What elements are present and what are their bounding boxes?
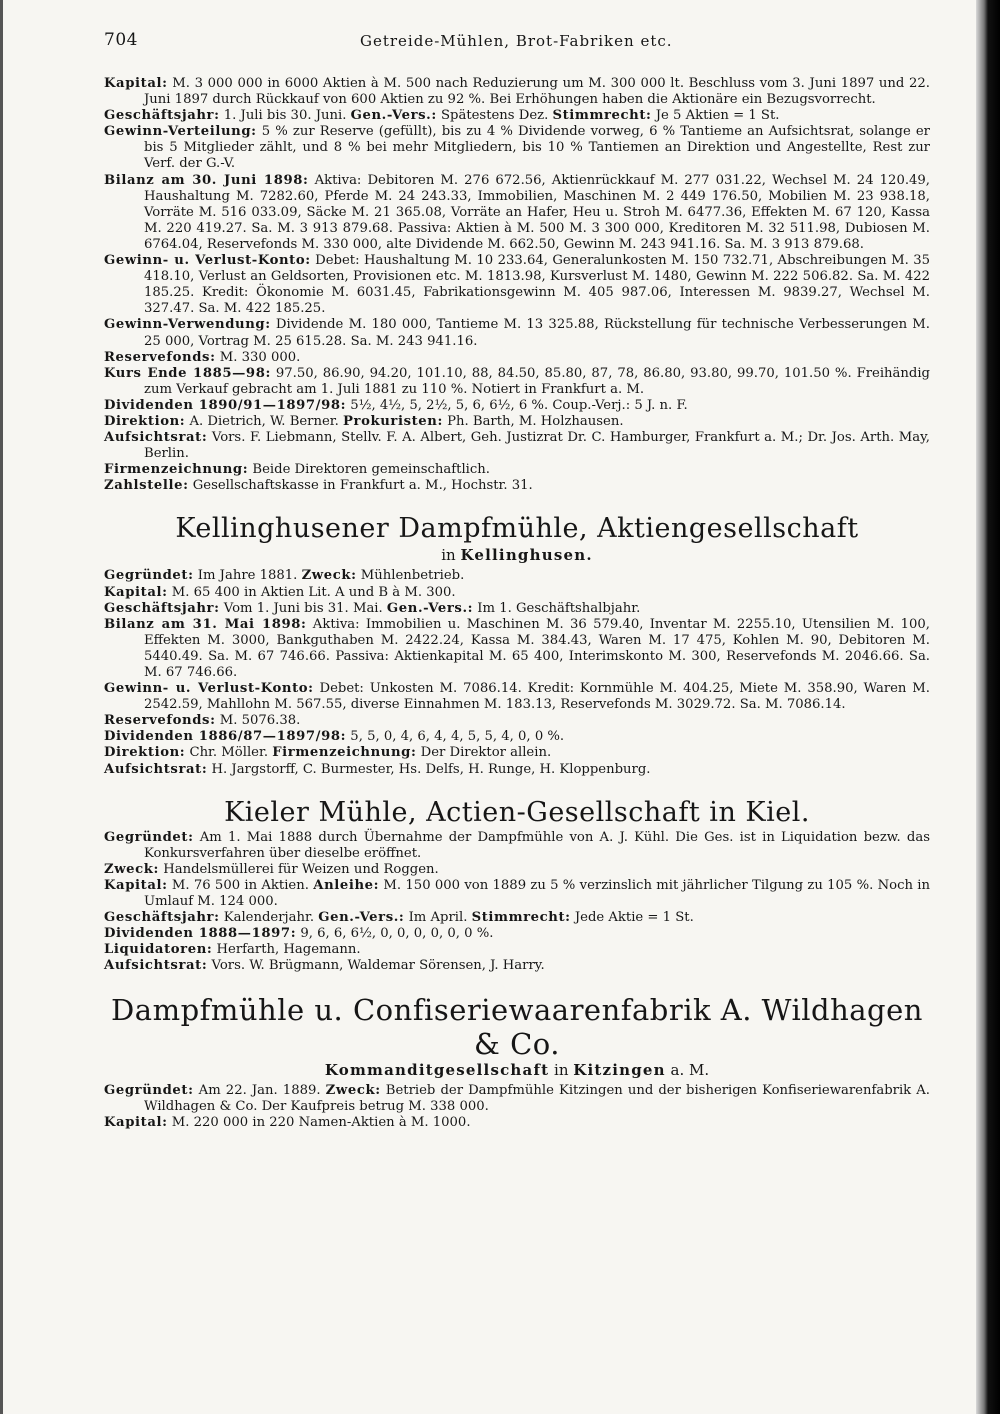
- field-label: Direktion:: [104, 413, 186, 429]
- field-text: M. 5076.38.: [215, 713, 301, 729]
- field-label: Aufsichtsrat:: [104, 761, 208, 777]
- field-text: H. Jargstorff, C. Burmester, Hs. Delfs, H. Runge, H. Kloppenburg.: [207, 761, 651, 777]
- field-text: Vom 1. Juni bis 31. Mai.: [219, 600, 387, 616]
- scan-binding-edge: [976, 0, 1000, 1414]
- entry-field: [104, 568, 930, 584]
- field-text: Aktiva: Debitoren M. 276 672.56, Aktienrückkauf M. 277 031.22, Wechsel M. 24 120.49, Haushaltung M. 7282.60, Pferde M. 24 243.33, Immobilien, Maschinen M. 2 449 176.50, Mobilien M. 23 938.18, Vorräte M. 516 033.09, Säcke M. 21 365.08, Vorräte an Hafer, Heu u. Stroh M. 6477.36, Effekten M. 67 120, Kassa M. 220 419.27. Sa. M. 3 913 879.68. Passiva: Aktien à M. 500 M. 3 300 000, Kreditoren M. 32 511.98, Dubiosen M. 6764.04, Reservefonds M. 330 000, alte Dividende M. 662.50, Gewinn M. 243 941.16. Sa. M. 3 913 879.68.: [144, 172, 930, 252]
- entries-container: [104, 76, 930, 1131]
- field-text: Handelsmüllerei für Weizen und Roggen.: [159, 861, 439, 877]
- company-location: [104, 546, 930, 564]
- entry-field: [104, 1083, 930, 1115]
- field-text: Betrieb der Dampfmühle Kitzingen und der bisherigen Konfiseriewarenfabrik A. Wildhagen & Co. Der Kaufpreis betrug M. 338 000.: [144, 1082, 930, 1114]
- running-head-title: Getreide-Mühlen, Brot-Fabriken etc.: [360, 32, 673, 50]
- field-label: Stimmrecht:: [552, 108, 652, 124]
- location-sub-bold: Kellinghusen.: [460, 546, 593, 565]
- field-label: Kapital:: [104, 76, 168, 91]
- location-sub-suffix: a. M.: [665, 1060, 710, 1079]
- field-label: Stimmrecht:: [471, 910, 571, 926]
- field-label: Bilanz am 31. Mai 1898:: [104, 616, 307, 632]
- field-label: Zweck:: [104, 861, 160, 877]
- page-number: 704: [104, 30, 138, 50]
- field-label: Aufsichtsrat:: [104, 958, 208, 974]
- field-text: Ph. Barth, M. Holzhausen.: [442, 413, 624, 429]
- location-sub-bold: Kommanditgesellschaft: [324, 1060, 550, 1079]
- entry-field: [104, 398, 930, 414]
- company-title: Kellinghusener Dampfmühle, Aktiengesellschaft: [175, 513, 859, 545]
- company-location: [104, 1061, 930, 1079]
- field-text: Am 22. Jan. 1889.: [193, 1082, 326, 1098]
- company-title: Kieler Mühle, Actien-Gesellschaft in Kiel.: [224, 796, 810, 828]
- entry-field: [104, 910, 930, 926]
- field-text: Kalenderjahr.: [219, 910, 319, 926]
- entry-field: [104, 958, 930, 974]
- field-text: Beide Direktoren gemeinschaftlich.: [248, 462, 490, 478]
- field-label: Anleihe:: [313, 877, 380, 893]
- field-text: A. Dietrich, W. Berner.: [185, 413, 344, 429]
- field-label: Gewinn- u. Verlust-Konto:: [104, 681, 314, 697]
- field-label: Geschäftsjahr:: [104, 910, 220, 926]
- entry-field: [104, 173, 930, 253]
- field-text: Im April.: [404, 910, 472, 926]
- field-label: Firmenzeichnung:: [104, 462, 249, 478]
- field-label: Gen.-Vers.:: [386, 600, 474, 616]
- field-text: 9, 6, 6, 6½, 0, 0, 0, 0, 0, 0 %.: [296, 926, 494, 942]
- location-sub-prefix: in: [441, 546, 461, 565]
- field-label: Kapital:: [104, 584, 168, 600]
- field-text: Aktiva: Immobilien u. Maschinen M. 36 579.40, Inventar M. 2255.10, Utensilien M. 100, Effekten M. 3000, Bankguthaben M. 2422.24, Kassa M. 384.43, Waren M. 17 475, Kohlen M. 90, Debitoren M. 5440.49. Sa. M. 67 746.66. Passiva: Aktienkapital M. 65 400, Interimskonto M. 300, Reservefonds M. 2046.66. Sa. M. 67 746.66.: [144, 616, 930, 680]
- entry-field: [104, 317, 930, 349]
- field-text: Im 1. Geschäftshalbjahr.: [473, 600, 641, 616]
- field-label: Firmenzeichnung:: [272, 745, 417, 761]
- field-label: Gewinn- u. Verlust-Konto:: [104, 253, 311, 269]
- entry-field: [104, 617, 930, 681]
- entry-field: [104, 478, 930, 494]
- location-sub-middle: in: [549, 1060, 574, 1079]
- field-text: Vors. F. Liebmann, Stellv. F. A. Albert, Geh. Justizrat Dr. C. Hamburger, Frankfurt a. M.; Dr. Jos. Arth. May, Berlin.: [144, 430, 930, 462]
- company-entry: [104, 993, 930, 1131]
- field-text: Jede Aktie = 1 St.: [570, 910, 694, 926]
- entry-field: [104, 124, 930, 172]
- entry-field: [104, 585, 930, 601]
- field-label: Gen.-Vers.:: [350, 108, 437, 124]
- field-label: Prokuristen:: [343, 413, 443, 429]
- field-text: Dividende M. 180 000, Tantieme M. 13 325.88, Rückstellung für technische Verbesserungen M. 25 000, Vortrag M. 25 615.28. Sa. M. 243 941.16.: [144, 317, 930, 349]
- entry-field: [104, 108, 930, 124]
- page: [104, 30, 930, 1131]
- field-text: Debet: Haushaltung M. 10 233.64, Generalunkosten M. 150 732.71, Abschreibungen M. 35 418.10, Verlust an Geldsorten, Provisionen etc. M. 1813.98, Kursverlust M. 1480, Gewinn M. 222 506.82. Sa. M. 422 185.25. Kredit: Ökonomie M. 6031.45, Fabrikationsgewinn M. 405 987.06, Interessen M. 9839.27, Wechsel M. 327.47. Sa. M. 422 185.25.: [144, 253, 930, 317]
- entry-field: [104, 76, 930, 108]
- field-text: 1. Juli bis 30. Juni.: [219, 108, 351, 124]
- entry-field: [104, 681, 930, 713]
- entry-field: [104, 878, 930, 910]
- entry-field: [104, 366, 930, 398]
- entry-field: [104, 414, 930, 430]
- entry-field: [104, 942, 930, 958]
- entry-field: [104, 862, 930, 878]
- field-label: Dividenden 1888—1897:: [104, 926, 297, 942]
- field-label: Geschäftsjahr:: [104, 108, 220, 124]
- field-text: M. 220 000 in 220 Namen-Aktien à M. 1000.: [167, 1114, 471, 1130]
- entry-field: [104, 253, 930, 317]
- field-label: Gegründet:: [104, 568, 194, 584]
- field-text: M. 3 000 000 in 6000 Aktien à M. 500 nach Reduzierung um M. 300 000 lt. Beschluss vom 3. Juni 1897 und 22. Juni 1897 durch Rückkauf von 600 Aktien zu 92 %. Bei Erhöhungen haben die Aktionäre ein Bezugsvorrecht.: [144, 76, 930, 108]
- field-label: Gen.-Vers.:: [318, 910, 405, 926]
- field-text: 5 % zur Reserve (gefüllt), bis zu 4 % Dividende vorweg, 6 % Tantieme an Aufsichtsrat, solange er bis 5 Mitglieder zählt, und 8 % bei mehr Mitgliedern, bis 10 % Tantiemen an Direktion und Angestellte, Rest zur Verf. der G.-V.: [144, 124, 930, 172]
- field-label: Dividenden 1890/91—1897/98:: [104, 397, 347, 413]
- company-entry: [104, 512, 930, 777]
- field-text: M. 65 400 in Aktien Lit. A und B à M. 300.: [167, 584, 456, 600]
- field-text: Je 5 Aktien = 1 St.: [651, 108, 780, 124]
- field-label: Gewinn-Verwendung:: [104, 317, 271, 333]
- field-text: Mühlenbetrieb.: [356, 568, 465, 584]
- field-text: 5, 5, 0, 4, 6, 4, 4, 5, 5, 4, 0, 0 %.: [346, 729, 565, 745]
- field-label: Kurs Ende 1885—98:: [104, 365, 271, 381]
- field-label: Geschäftsjahr:: [104, 600, 220, 616]
- field-label: Kapital:: [104, 877, 168, 893]
- field-label: Reservefonds:: [104, 713, 216, 729]
- field-label: Reservefonds:: [104, 349, 216, 365]
- field-text: Im Jahre 1881.: [193, 568, 302, 584]
- field-text: Vors. W. Brügmann, Waldemar Sörensen, J. Harry.: [207, 958, 545, 974]
- entry-field: [104, 762, 930, 778]
- field-label: Zweck:: [301, 568, 357, 584]
- field-label: Dividenden 1886/87—1897/98:: [104, 729, 347, 745]
- entry-field: [104, 729, 930, 745]
- field-label: Zahlstelle:: [104, 478, 189, 494]
- field-label: Aufsichtsrat:: [104, 430, 208, 446]
- entry-field: [104, 462, 930, 478]
- field-label: Bilanz am 30. Juni 1898:: [104, 172, 309, 188]
- company-title: Dampfmühle u. Confiseriewaarenfabrik A. Wildhagen & Co.: [111, 992, 923, 1061]
- field-text: 97.50, 86.90, 94.20, 101.10, 88, 84.50, 85.80, 87, 78, 86.80, 93.80, 99.70, 101.50 %. Freihändig zum Verkauf gebracht am 1. Juli 1881 zu 110 %. Notiert in Frankfurt a. M.: [144, 365, 930, 397]
- field-text: Chr. Möller.: [185, 745, 273, 761]
- field-text: Debet: Unkosten M. 7086.14. Kredit: Kornmühle M. 404.25, Miete M. 358.90, Waren M. 2542.59, Mahllohn M. 567.55, diverse Einnahmen M. 183.13, Reservefonds M. 3029.72. Sa. M. 7086.14.: [144, 681, 930, 713]
- field-text: Herfarth, Hagemann.: [212, 942, 361, 958]
- field-text: M. 150 000 von 1889 zu 5 % verzinslich mit jährlicher Tilgung zu 105 %. Noch in Umlauf M. 124 000.: [144, 877, 931, 910]
- field-text: 5½, 4½, 5, 2½, 5, 6, 6½, 6 %. Coup.-Verj.: 5 J. n. F.: [346, 397, 688, 413]
- entry-field: [104, 1115, 930, 1131]
- field-text: Am 1. Mai 1888 durch Übernahme der Dampfmühle von A. J. Kühl. Die Ges. ist in Liquidation bezw. das Konkursverfahren über dieselbe eröffnet.: [144, 829, 930, 861]
- field-text: Der Direktor allein.: [416, 745, 552, 761]
- running-head: [104, 30, 930, 60]
- field-label: Gegründet:: [104, 829, 194, 845]
- entry-field: [104, 926, 930, 942]
- field-label: Liquidatoren:: [104, 942, 213, 958]
- field-label: Gewinn-Verteilung:: [104, 124, 257, 140]
- field-text: Spätestens Dez.: [436, 108, 553, 124]
- entry-field: [104, 830, 930, 862]
- field-label: Gegründet:: [104, 1082, 194, 1098]
- scan-left-edge: [0, 0, 3, 1414]
- field-text: M. 330 000.: [215, 349, 301, 365]
- field-label: Kapital:: [104, 1114, 168, 1130]
- entry-field: [104, 350, 930, 366]
- entry-field: [104, 430, 930, 462]
- field-label: Zweck:: [325, 1082, 381, 1098]
- field-text: Gesellschaftskasse in Frankfurt a. M., Hochstr. 31.: [188, 478, 533, 494]
- field-text: M. 76 500 in Aktien.: [167, 877, 314, 893]
- company-entry: [104, 796, 930, 975]
- field-label: Direktion:: [104, 745, 186, 761]
- company-entry: [104, 76, 930, 494]
- location-sub-bold2: Kitzingen: [573, 1060, 666, 1079]
- entry-field: [104, 601, 930, 617]
- entry-field: [104, 713, 930, 729]
- entry-field: [104, 745, 930, 761]
